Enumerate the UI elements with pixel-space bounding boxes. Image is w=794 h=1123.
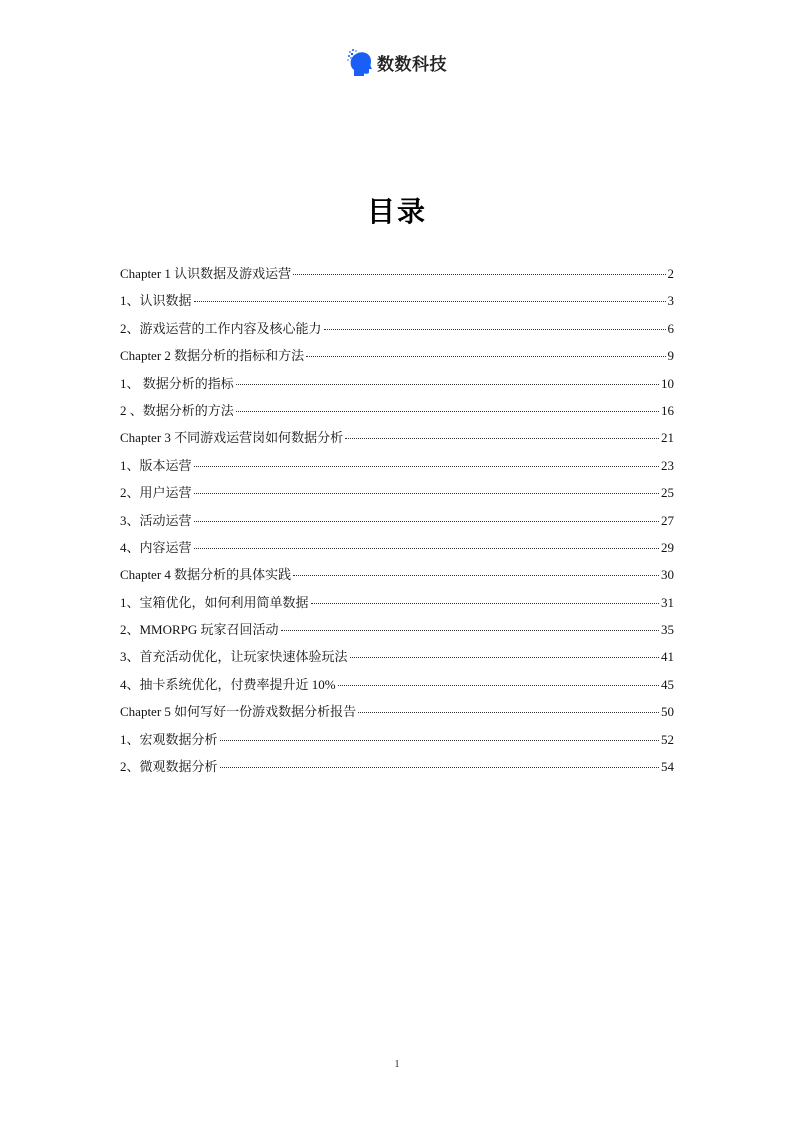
toc-entry-label: 1、宏观数据分析 bbox=[120, 731, 218, 747]
page-number: 1 bbox=[394, 1058, 400, 1070]
toc-entry[interactable] bbox=[120, 319, 674, 346]
dot-leader bbox=[194, 301, 666, 302]
toc-entry-page: 9 bbox=[667, 348, 674, 364]
toc-entry-page: 25 bbox=[661, 485, 674, 501]
dot-leader bbox=[281, 630, 659, 631]
brand-logo bbox=[0, 48, 794, 76]
toc-entry-page: 50 bbox=[661, 704, 674, 720]
dot-leader bbox=[293, 575, 659, 576]
toc-entry[interactable] bbox=[120, 675, 674, 702]
toc-entry[interactable] bbox=[120, 346, 674, 373]
toc-entry-label: 1、 数据分析的指标 bbox=[120, 375, 234, 391]
toc-entry-label: 2、游戏运营的工作内容及核心能力 bbox=[120, 320, 322, 336]
toc-entry-label: Chapter 3 不同游戏运营岗如何数据分析 bbox=[120, 430, 344, 446]
dot-leader bbox=[306, 356, 665, 357]
brand-name: 数数科技 bbox=[377, 54, 447, 75]
toc-entry-page: 23 bbox=[661, 457, 674, 473]
toc-entry-page: 45 bbox=[661, 676, 674, 692]
toc-entry-label: 2 、数据分析的方法 bbox=[120, 402, 234, 418]
toc-entry[interactable] bbox=[120, 483, 674, 510]
toc-entry-label: 3、首充活动优化，让玩家快速体验玩法 bbox=[120, 649, 348, 665]
toc-entry-label: 4、内容运营 bbox=[120, 539, 192, 555]
toc-entry-page: 54 bbox=[661, 759, 674, 775]
dot-leader bbox=[311, 603, 659, 604]
toc-entry[interactable] bbox=[120, 291, 674, 318]
toc-entry[interactable] bbox=[120, 565, 674, 592]
toc-entry-page: 41 bbox=[661, 649, 674, 665]
toc-entry-page: 10 bbox=[661, 375, 674, 391]
toc-entry-page: 30 bbox=[661, 567, 674, 583]
toc-entry-label: 4、抽卡系统优化，付费率提升近 10% bbox=[120, 676, 336, 692]
toc-entry[interactable] bbox=[120, 702, 674, 729]
toc-entry[interactable] bbox=[120, 374, 674, 401]
dot-leader bbox=[220, 767, 659, 768]
dot-leader bbox=[350, 657, 659, 658]
toc-entry-page: 31 bbox=[661, 594, 674, 610]
toc-entry-page: 52 bbox=[661, 731, 674, 747]
toc-entry[interactable] bbox=[120, 730, 674, 757]
dot-leader bbox=[358, 712, 659, 713]
dot-leader bbox=[338, 685, 659, 686]
toc-entry-page: 6 bbox=[667, 320, 674, 336]
toc-entry[interactable] bbox=[120, 401, 674, 428]
dot-leader bbox=[324, 329, 666, 330]
toc-entry-label: Chapter 5 如何写好一份游戏数据分析报告 bbox=[120, 704, 357, 720]
page-title: 目录 bbox=[366, 195, 427, 228]
toc-entry[interactable] bbox=[120, 538, 674, 565]
dot-leader bbox=[194, 466, 659, 467]
dot-leader bbox=[194, 493, 659, 494]
toc-entry[interactable] bbox=[120, 647, 674, 674]
toc-entry[interactable] bbox=[120, 593, 674, 620]
dot-leader bbox=[194, 521, 659, 522]
toc-entry[interactable] bbox=[120, 757, 674, 784]
table-of-contents bbox=[120, 264, 674, 784]
toc-entry-page: 29 bbox=[661, 539, 674, 555]
toc-entry-label: 3、活动运营 bbox=[120, 512, 192, 528]
dot-leader bbox=[236, 411, 659, 412]
toc-entry-page: 3 bbox=[667, 293, 674, 309]
toc-entry[interactable] bbox=[120, 456, 674, 483]
toc-entry-label: 2、微观数据分析 bbox=[120, 759, 218, 775]
toc-entry-page: 16 bbox=[661, 402, 674, 418]
toc-entry-label: 1、宝箱优化，如何利用简单数据 bbox=[120, 594, 309, 610]
dot-leader bbox=[220, 740, 659, 741]
dot-leader bbox=[345, 438, 659, 439]
toc-entry-page: 35 bbox=[661, 622, 674, 638]
toc-entry[interactable] bbox=[120, 620, 674, 647]
toc-entry-label: 1、版本运营 bbox=[120, 457, 192, 473]
toc-entry[interactable] bbox=[120, 428, 674, 455]
dot-leader bbox=[293, 274, 665, 275]
toc-entry-label: Chapter 2 数据分析的指标和方法 bbox=[120, 348, 305, 364]
dot-leader bbox=[194, 548, 659, 549]
dot-leader bbox=[236, 384, 659, 385]
toc-entry[interactable] bbox=[120, 264, 674, 291]
head-profile-icon bbox=[347, 48, 373, 76]
toc-entry-page: 21 bbox=[661, 430, 674, 446]
toc-entry-label: 2、用户运营 bbox=[120, 485, 192, 501]
toc-entry-page: 2 bbox=[667, 266, 674, 281]
toc-entry-page: 27 bbox=[661, 512, 674, 528]
toc-entry[interactable] bbox=[120, 511, 674, 538]
toc-entry-label: 1、认识数据 bbox=[120, 293, 192, 309]
toc-entry-label: 2、MMORPG 玩家召回活动 bbox=[120, 622, 279, 638]
toc-entry-label: Chapter 1 认识数据及游戏运营 bbox=[120, 266, 292, 281]
toc-entry-label: Chapter 4 数据分析的具体实践 bbox=[120, 567, 292, 583]
